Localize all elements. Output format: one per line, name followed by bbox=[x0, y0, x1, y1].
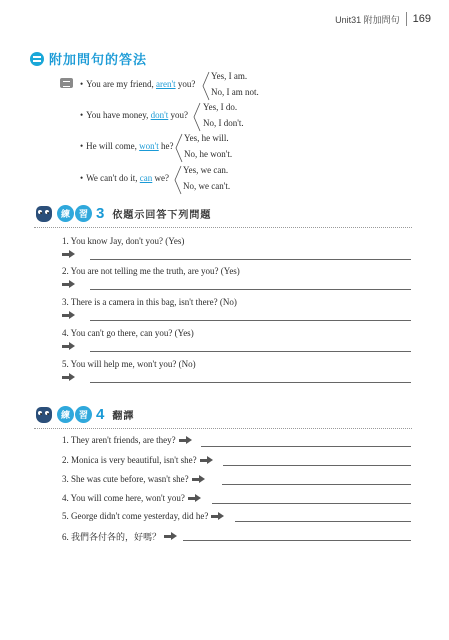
section-title-text: 附加問句的答法 bbox=[49, 53, 148, 68]
owl-mascot-icon bbox=[34, 203, 54, 223]
exercise-4-question-6: 6. 我們各付各的，好嗎？ bbox=[62, 530, 180, 543]
example-question: • We can't do it, can we? bbox=[80, 173, 170, 183]
exercise-4-question-4: 4. You will come here, won't you? bbox=[62, 493, 204, 503]
exercise-3-answer-4 bbox=[62, 342, 78, 351]
example-tag-word: aren't bbox=[155, 79, 176, 89]
exercise-title: 翻譯 bbox=[112, 410, 135, 422]
arrow-right-icon bbox=[62, 311, 75, 320]
section-title bbox=[30, 49, 147, 68]
exercise-3-question-3: 3. There is a camera in this bag, isn't there? (No) bbox=[62, 297, 237, 307]
example-question: • You have money, don't you? bbox=[80, 110, 189, 120]
example-tag-word: can bbox=[139, 173, 153, 183]
answer-brace-icon bbox=[193, 102, 201, 132]
exercise-3-question-1: 1. You know Jay, don't you? (Yes) bbox=[62, 236, 185, 246]
example-question: • You are my friend, aren't you? bbox=[80, 79, 196, 89]
answer-brace-icon bbox=[202, 71, 210, 101]
answer-input-line[interactable] bbox=[223, 465, 411, 466]
exercise-4-question-5: 5. George didn't come yesterday, did he? bbox=[62, 511, 227, 521]
exercise-3-question-2: 2. You are not telling me the truth, are you? (Yes) bbox=[62, 266, 240, 276]
exercise-4-question-3: 3. She was cute before, wasn't she? bbox=[62, 474, 208, 484]
arrow-right-icon bbox=[62, 250, 75, 259]
example-question: • He will come, won't he? bbox=[80, 141, 174, 151]
exercise-3-answer-2 bbox=[62, 280, 78, 289]
example-answer-no: No, I am not. bbox=[211, 87, 259, 97]
page-header bbox=[335, 12, 431, 26]
answer-input-line[interactable] bbox=[183, 540, 411, 541]
exercise-divider bbox=[34, 428, 412, 429]
arrow-right-icon bbox=[211, 512, 224, 521]
exercise-3-answer-5 bbox=[62, 373, 78, 382]
answer-brace-icon bbox=[175, 133, 183, 163]
arrow-right-icon bbox=[188, 494, 201, 503]
exercise-number: 3 bbox=[96, 204, 105, 222]
exercise-3-answer-3 bbox=[62, 311, 78, 320]
page-number: 169 bbox=[412, 13, 431, 25]
example-answer-yes: Yes, we can. bbox=[183, 165, 229, 175]
arrow-right-icon bbox=[192, 475, 205, 484]
arrow-right-icon bbox=[62, 280, 75, 289]
answer-input-line[interactable] bbox=[212, 503, 411, 504]
header-divider bbox=[406, 12, 407, 26]
arrow-right-icon bbox=[62, 373, 75, 382]
arrow-right-icon bbox=[200, 456, 213, 465]
exercise-badge: 練 習 4 bbox=[57, 406, 112, 423]
unit-label: Unit31 附加問句 bbox=[335, 14, 400, 25]
answer-input-line[interactable] bbox=[90, 351, 411, 352]
exercise-4-header bbox=[34, 404, 134, 424]
answer-input-line[interactable] bbox=[90, 320, 411, 321]
exercise-3-question-5: 5. You will help me, won't you? (No) bbox=[62, 359, 196, 369]
example-answer-yes: Yes, I do. bbox=[203, 102, 238, 112]
answer-input-line[interactable] bbox=[90, 259, 411, 260]
example-answer-yes: Yes, he will. bbox=[184, 133, 229, 143]
answer-input-line[interactable] bbox=[222, 484, 411, 485]
exercise-3-header bbox=[34, 203, 211, 223]
example-answer-no: No, I don't. bbox=[203, 118, 244, 128]
answer-input-line[interactable] bbox=[201, 446, 411, 447]
arrow-right-icon bbox=[62, 342, 75, 351]
arrow-right-icon bbox=[179, 436, 192, 445]
section-title-icon bbox=[30, 52, 44, 66]
example-tag-icon bbox=[60, 78, 73, 88]
exercise-title: 依題示回答下列問題 bbox=[112, 209, 212, 221]
example-answer-yes: Yes, I am. bbox=[211, 71, 248, 81]
example-answer-no: No, we can't. bbox=[183, 181, 231, 191]
exercise-number: 4 bbox=[96, 405, 105, 423]
answer-input-line[interactable] bbox=[90, 382, 411, 383]
answer-input-line[interactable] bbox=[90, 289, 411, 290]
example-answer-no: No, he won't. bbox=[184, 149, 233, 159]
exercise-badge: 練 習 3 bbox=[57, 205, 112, 222]
exercise-4-question-1: 1. They aren't friends, are they? bbox=[62, 435, 195, 445]
exercise-3-question-4: 4. You can't go there, can you? (Yes) bbox=[62, 328, 194, 338]
answer-brace-icon bbox=[174, 165, 182, 195]
arrow-right-icon bbox=[164, 532, 177, 541]
example-tag-word: don't bbox=[150, 110, 169, 120]
answer-input-line[interactable] bbox=[235, 521, 411, 522]
example-tag-word: won't bbox=[139, 141, 159, 151]
exercise-3-answer-1 bbox=[62, 250, 78, 259]
exercise-divider bbox=[34, 227, 412, 228]
owl-mascot-icon bbox=[34, 404, 54, 424]
exercise-4-question-2: 2. Monica is very beautiful, isn't she? bbox=[62, 455, 216, 465]
